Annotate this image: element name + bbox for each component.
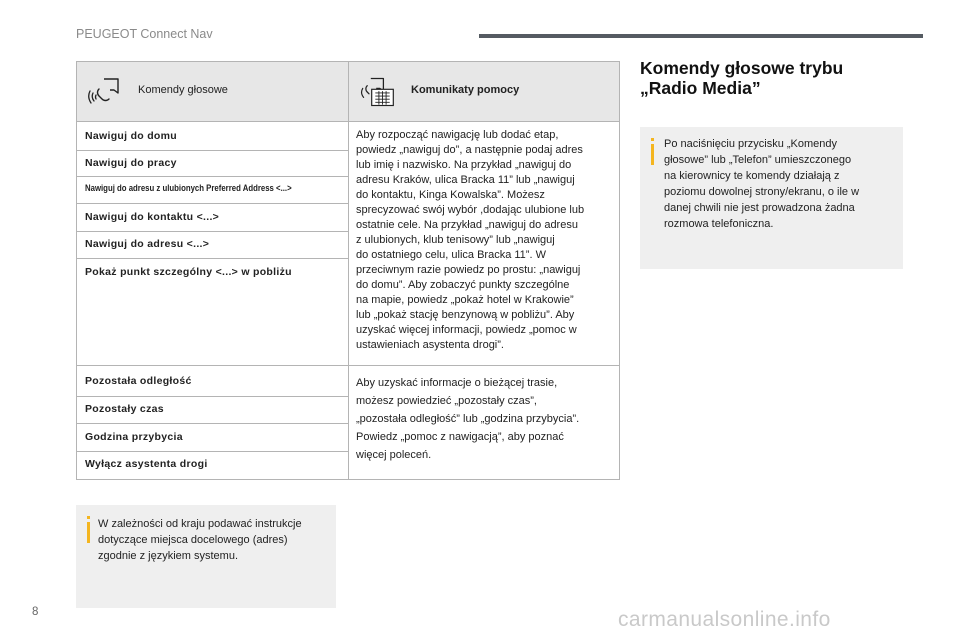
column-divider	[348, 62, 349, 479]
command-row-label: Nawiguj do adresu z ulubionych Preferred Address <...>	[85, 183, 292, 194]
row-divider	[77, 423, 348, 424]
command-row-label: Nawiguj do adresu <...>	[85, 238, 210, 250]
help-text-navigation: Aby rozpocząć nawigację lub dodać etap, powiedz „nawiguj do”, a następnie podaj adres lub imię i nazwisko. Na przykład „nawiguj do adresu Kraków, ulica Bracka 11” lub „nawiguj do kontaktu, Kinga Kowalska”. Możesz sprecyzować swój wybór ,dodając ulubione lub ostatnie cele. Na przykład „nawiguj do adresu z ulubionych, klub tenisowy” lub „nawiguj do ostatniego celu, ulica Bracka 11”. W przeciwnym razie powiedz po prostu: „nawiguj do domu”. Aby zobaczyć punkty szczególne na mapie, powiedz „pokaż hotel w Krakowie” lub „pokaż stację benzynową w pobliżu”. Aby uzyskać więcej informacji, powiedz „pomoc w ustawieniach asystenta drogi”.	[356, 129, 585, 351]
info-marker-dot	[87, 516, 90, 519]
row-divider	[77, 150, 348, 151]
row-divider	[77, 203, 348, 204]
page-number: 8	[32, 606, 39, 618]
group-divider	[77, 365, 619, 366]
row-divider	[77, 258, 348, 259]
command-row-label: Wyłącz asystenta drogi	[85, 458, 208, 470]
voice-command-icon	[87, 76, 123, 108]
column-header-help: Komunikaty pomocy	[411, 84, 520, 96]
info-note-text: W zależności od kraju podawać instrukcje dotyczące miejsca docelowego (adres) zgodnie z językiem systemu.	[98, 518, 302, 562]
voice-commands-table	[76, 61, 620, 480]
row-divider	[77, 451, 348, 452]
column-header-commands: Komendy głosowe	[138, 84, 228, 96]
info-note-steering-wheel	[640, 127, 903, 269]
command-row-label: Nawiguj do pracy	[85, 157, 177, 169]
row-divider	[77, 176, 348, 177]
command-row-label: Nawiguj do kontaktu <...>	[85, 211, 220, 223]
row-divider	[77, 396, 348, 397]
info-marker-bar	[87, 522, 90, 543]
info-note-text: Po naciśnięciu przycisku „Komendy głosowe” lub „Telefon” umieszczonego na kierownicy te komendy działają z poziomu dowolnej strony/ekranu, o ile w danej chwili nie jest prowadzona żadna rozmowa telefoniczna.	[664, 138, 860, 230]
page-header-title: PEUGEOT Connect Nav	[76, 27, 213, 41]
command-row-label: Pozostała odległość	[85, 375, 192, 387]
info-marker-bar	[651, 144, 654, 165]
info-note-language	[76, 505, 336, 608]
help-messages-icon	[360, 76, 396, 108]
command-row-label: Pokaż punkt szczególny <...> w pobliżu	[85, 266, 292, 278]
watermark: carmanualsonline.info	[618, 608, 831, 631]
help-text-route-info: Aby uzyskać informacje o bieżącej trasie, możesz powiedzieć „pozostały czas”, „pozostała odległość” lub „godzina przybycia”. Powiedz „pomoc z nawigacją”, aby poznać więcej poleceń.	[356, 377, 580, 461]
header-rule	[479, 34, 923, 38]
row-divider	[77, 231, 348, 232]
section-title: Komendy głosowe trybu „Radio Media”	[640, 58, 844, 98]
command-row-label: Pozostały czas	[85, 403, 164, 415]
command-row-label: Godzina przybycia	[85, 431, 183, 443]
command-row-label: Nawiguj do domu	[85, 130, 177, 142]
info-marker-dot	[651, 138, 654, 141]
